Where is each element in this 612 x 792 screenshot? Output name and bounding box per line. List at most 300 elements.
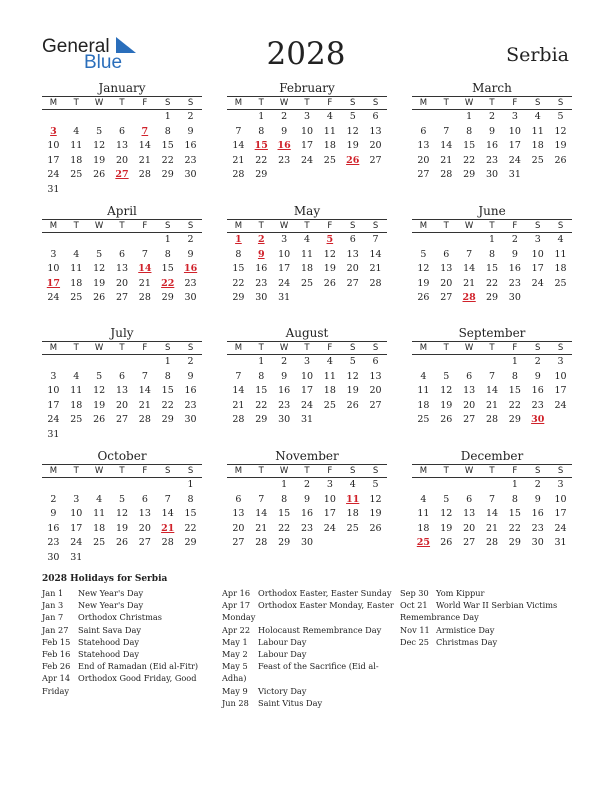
weekday-header: T: [258, 466, 264, 476]
day-cell: 18: [346, 508, 359, 520]
day-cell: 21: [138, 277, 151, 289]
holiday-name: World War II Serbian Victims Remembrance Day: [400, 600, 558, 623]
day-cell: 24: [47, 414, 60, 426]
holiday-date: Jan 7: [42, 612, 64, 623]
day-cell: 12: [417, 263, 430, 275]
empty-day-cell: [65, 233, 88, 248]
day-cell: 15: [184, 508, 197, 520]
day-cell: 1: [488, 234, 496, 245]
day-cell: 19: [115, 522, 129, 534]
empty-day-cell: [227, 478, 250, 493]
day-cell: 23: [255, 277, 268, 289]
weekday-header: F: [512, 343, 518, 353]
weekday-header-row: [412, 464, 572, 478]
holiday-name: New Year's Day: [78, 600, 144, 611]
holiday-item: [42, 660, 217, 672]
day-cell: 20: [463, 522, 476, 534]
weekday-header-row: [227, 464, 387, 478]
holiday-date: Nov 11: [400, 624, 430, 635]
day-cell: 24: [47, 292, 60, 304]
day-cell: 29: [508, 537, 521, 549]
day-cell: 5: [349, 356, 356, 367]
day-cell: 10: [323, 493, 336, 505]
day-cell: 18: [417, 522, 430, 534]
weekday-header: W: [464, 466, 474, 476]
day-cell: 19: [93, 399, 106, 411]
day-cell: 8: [164, 248, 171, 260]
day-cell: 11: [531, 125, 544, 137]
weekday-header: M: [234, 221, 243, 231]
weekday-header: S: [535, 98, 541, 108]
holiday-day-cell: 16: [277, 140, 291, 152]
holiday-column: [42, 587, 217, 697]
day-cell: 7: [488, 493, 496, 505]
weekday-header: F: [512, 98, 518, 108]
holiday-item: [42, 672, 217, 696]
day-cell: 17: [278, 263, 291, 275]
weekday-header: S: [165, 98, 171, 108]
holiday-item: [222, 697, 397, 709]
empty-day-cell: [435, 110, 458, 125]
weekday-header: S: [350, 98, 356, 108]
day-cell: 22: [255, 399, 268, 411]
day-cell: 27: [115, 414, 129, 426]
weekday-header: M: [234, 466, 243, 476]
day-cell: 9: [281, 125, 288, 137]
weekday-header-row: [227, 341, 387, 355]
month-name: December: [460, 449, 524, 463]
day-cell: 20: [232, 522, 245, 534]
weekday-header: S: [187, 466, 194, 476]
empty-day-cell: [412, 110, 435, 125]
weekday-header-row: [42, 464, 202, 478]
holiday-day-cell: 7: [141, 125, 149, 137]
day-cell: 5: [557, 111, 564, 122]
weekday-header: S: [187, 343, 194, 353]
day-cell: 10: [554, 370, 567, 382]
day-cell: 3: [281, 234, 288, 245]
day-cell: 5: [443, 370, 450, 382]
day-cell: 28: [255, 537, 268, 549]
holiday-date: Apr 16: [222, 588, 251, 598]
weekday-header: T: [489, 343, 495, 353]
month-september: [412, 325, 572, 428]
day-cell: 2: [303, 479, 311, 490]
day-cell: 4: [303, 234, 311, 245]
holiday-date: May 9: [222, 685, 248, 696]
day-cell: 11: [417, 385, 430, 397]
day-cell: 4: [73, 248, 80, 260]
day-cell: 21: [255, 522, 268, 534]
day-cell: 18: [531, 140, 544, 152]
weekday-header: W: [464, 221, 474, 231]
day-cell: 17: [531, 263, 544, 275]
weekday-header: S: [350, 466, 356, 476]
day-cell: 29: [463, 169, 476, 181]
day-cell: 6: [372, 111, 379, 122]
day-cell: 15: [278, 508, 291, 520]
day-cell: 16: [300, 508, 314, 520]
weekday-header: M: [49, 343, 58, 353]
day-cell: 7: [164, 493, 171, 505]
day-cell: 28: [485, 414, 499, 426]
weekday-header: T: [443, 343, 449, 353]
day-cell: 2: [511, 234, 518, 245]
holiday-day-cell: 1: [235, 234, 242, 245]
empty-day-cell: [458, 355, 481, 370]
day-cell: 3: [534, 234, 541, 245]
month-may: [227, 203, 387, 306]
weekday-header: T: [73, 343, 79, 353]
day-cell: 12: [346, 370, 359, 382]
day-cell: 21: [440, 154, 453, 166]
day-cell: 30: [184, 169, 197, 181]
day-cell: 2: [50, 493, 57, 505]
logo-blue-text: Blue: [84, 52, 123, 73]
day-cell: 19: [93, 277, 106, 289]
weekday-header: M: [419, 221, 428, 231]
day-cell: 6: [349, 234, 356, 245]
weekday-header: F: [327, 221, 333, 231]
empty-day-cell: [111, 110, 134, 125]
day-cell: 22: [232, 277, 245, 289]
day-cell: 21: [369, 263, 382, 275]
weekday-header: F: [142, 343, 148, 353]
day-cell: 3: [326, 479, 333, 490]
day-cell: 5: [372, 479, 379, 490]
day-cell: 17: [554, 385, 567, 397]
day-cell: 18: [70, 399, 83, 411]
day-cell: 3: [303, 111, 311, 122]
empty-day-cell: [88, 478, 111, 493]
empty-day-cell: [227, 355, 250, 370]
day-cell: 12: [369, 493, 382, 505]
weekday-header: S: [372, 221, 379, 231]
day-cell: 28: [138, 169, 151, 181]
holiday-name: Saint Sava Day: [78, 624, 141, 635]
day-cell: 21: [232, 154, 245, 166]
day-cell: 16: [255, 263, 268, 275]
day-cell: 29: [508, 414, 521, 426]
holiday-day-cell: 26: [346, 154, 360, 166]
weekday-header: T: [304, 343, 310, 353]
weekday-header: S: [372, 466, 379, 476]
day-cell: 9: [50, 508, 57, 520]
weekday-header: S: [557, 221, 564, 231]
day-cell: 22: [184, 522, 197, 534]
holiday-item: [222, 624, 397, 636]
day-cell: 16: [485, 140, 499, 152]
day-cell: 21: [485, 522, 499, 534]
weekday-header: T: [119, 221, 125, 231]
day-cell: 1: [466, 111, 473, 122]
day-cell: 28: [485, 537, 499, 549]
day-cell: 25: [70, 414, 83, 426]
day-cell: 27: [232, 537, 245, 549]
day-cell: 29: [232, 292, 245, 304]
day-cell: 2: [187, 356, 194, 367]
day-cell: 22: [161, 399, 174, 411]
weekday-header-row: [412, 341, 572, 355]
day-cell: 18: [93, 522, 106, 534]
day-cell: 20: [440, 277, 453, 289]
day-cell: 13: [440, 263, 453, 275]
day-cell: 18: [417, 399, 430, 411]
day-cell: 17: [554, 508, 567, 520]
month-october: [42, 448, 202, 566]
weekday-header: W: [464, 98, 474, 108]
day-cell: 15: [161, 385, 174, 397]
page-title-year: 2028: [266, 36, 346, 72]
weekday-header: T: [119, 466, 125, 476]
day-cell: 13: [232, 508, 245, 520]
day-cell: 19: [554, 140, 567, 152]
day-cell: 31: [300, 414, 314, 426]
holiday-name: Statehood Day: [78, 636, 139, 647]
day-cell: 6: [118, 125, 126, 137]
month-name: April: [107, 204, 137, 218]
empty-day-cell: [481, 355, 504, 370]
weekday-header: T: [443, 466, 449, 476]
day-cell: 28: [138, 292, 151, 304]
holiday-item: [222, 685, 397, 697]
day-cell: 13: [138, 508, 151, 520]
day-cell: 10: [300, 125, 314, 137]
day-cell: 10: [531, 248, 544, 260]
holiday-name: Feast of the Sacrifice (Eid al-Adha): [222, 661, 379, 684]
weekday-header: T: [304, 221, 310, 231]
day-cell: 26: [115, 537, 129, 549]
day-cell: 5: [96, 248, 103, 260]
day-cell: 19: [440, 399, 453, 411]
empty-day-cell: [111, 355, 134, 370]
holiday-day-cell: 22: [161, 277, 175, 289]
empty-day-cell: [458, 233, 481, 248]
day-cell: 20: [115, 154, 129, 166]
day-cell: 30: [255, 292, 268, 304]
day-cell: 5: [96, 125, 103, 137]
day-grid: [227, 110, 387, 183]
weekday-header: M: [419, 343, 428, 353]
day-cell: 14: [369, 248, 382, 260]
day-cell: 9: [534, 370, 541, 382]
empty-day-cell: [111, 478, 134, 493]
weekday-header: T: [258, 221, 264, 231]
day-cell: 7: [235, 370, 242, 382]
weekday-header: F: [142, 98, 148, 108]
day-cell: 18: [554, 263, 567, 275]
holiday-day-cell: 30: [531, 414, 545, 426]
day-cell: 7: [258, 493, 265, 505]
empty-day-cell: [435, 355, 458, 370]
empty-day-cell: [88, 110, 111, 125]
holiday-item: [400, 624, 575, 636]
empty-day-cell: [412, 355, 435, 370]
month-december: [412, 448, 572, 551]
day-cell: 29: [161, 414, 174, 426]
weekday-header-row: [227, 96, 387, 110]
day-cell: 6: [141, 493, 148, 505]
day-cell: 15: [508, 508, 521, 520]
day-cell: 5: [420, 248, 427, 260]
holiday-name: Orthodox Good Friday, Good Friday: [42, 673, 197, 696]
empty-day-cell: [227, 110, 250, 125]
day-cell: 4: [73, 370, 80, 382]
day-cell: 14: [138, 140, 151, 152]
day-cell: 5: [349, 111, 356, 122]
day-cell: 31: [554, 537, 567, 549]
day-cell: 8: [187, 493, 194, 505]
day-cell: 26: [369, 522, 382, 534]
day-cell: 20: [369, 140, 382, 152]
day-cell: 23: [278, 399, 291, 411]
day-cell: 14: [255, 508, 268, 520]
weekday-header: S: [557, 343, 564, 353]
weekday-header-row: [42, 96, 202, 110]
weekday-header: F: [512, 466, 518, 476]
day-cell: 13: [115, 385, 129, 397]
day-cell: 10: [47, 263, 60, 275]
weekday-header: S: [535, 466, 541, 476]
holiday-name: Holocaust Remembrance Day: [258, 624, 382, 635]
day-cell: 4: [326, 111, 333, 122]
day-cell: 22: [278, 522, 291, 534]
empty-day-cell: [435, 233, 458, 248]
day-cell: 28: [138, 414, 151, 426]
day-grid: [412, 478, 572, 551]
day-cell: 1: [258, 111, 265, 122]
day-cell: 28: [232, 169, 245, 181]
day-cell: 3: [511, 111, 518, 122]
day-cell: 25: [346, 522, 359, 534]
holiday-name: End of Ramadan (Eid al-Fitr): [78, 661, 199, 672]
day-cell: 12: [554, 125, 567, 137]
day-cell: 20: [138, 522, 151, 534]
day-cell: 21: [232, 399, 245, 411]
holiday-item: [222, 599, 397, 623]
day-cell: 13: [115, 140, 129, 152]
holiday-day-cell: 2: [257, 234, 265, 245]
day-cell: 11: [70, 140, 83, 152]
holiday-date: Feb 26: [42, 661, 71, 672]
holiday-name: Orthodox Easter Monday, Easter Monday: [222, 600, 394, 623]
month-name: February: [279, 81, 335, 95]
day-cell: 29: [161, 292, 174, 304]
month-august: [227, 325, 387, 428]
holiday-item: [42, 624, 217, 636]
holiday-date: May 5: [222, 661, 248, 672]
day-cell: 10: [47, 385, 60, 397]
day-cell: 21: [138, 399, 151, 411]
day-cell: 12: [440, 385, 453, 397]
month-name: July: [110, 326, 134, 340]
day-cell: 9: [511, 248, 518, 260]
day-cell: 23: [47, 537, 60, 549]
weekday-header: S: [557, 466, 564, 476]
day-cell: 11: [323, 370, 336, 382]
day-cell: 9: [187, 370, 194, 382]
day-cell: 27: [440, 292, 453, 304]
day-cell: 1: [164, 234, 171, 245]
day-cell: 12: [93, 263, 106, 275]
day-cell: 6: [372, 356, 379, 367]
day-cell: 28: [232, 414, 245, 426]
day-cell: 4: [420, 493, 427, 505]
day-cell: 14: [440, 140, 453, 152]
day-cell: 27: [463, 414, 476, 426]
day-cell: 15: [161, 140, 174, 152]
month-name: May: [293, 204, 321, 218]
day-cell: 25: [300, 277, 314, 289]
day-cell: 31: [70, 551, 83, 563]
holiday-item: [42, 648, 217, 660]
day-cell: 13: [463, 508, 476, 520]
weekday-header: W: [279, 343, 289, 353]
day-cell: 27: [369, 154, 382, 166]
holiday-date: Apr 14: [42, 673, 71, 684]
day-cell: 6: [118, 370, 126, 382]
day-cell: 29: [278, 537, 291, 549]
day-cell: 14: [485, 385, 499, 397]
day-cell: 19: [346, 140, 359, 152]
holiday-column: [400, 587, 575, 648]
day-cell: 29: [161, 169, 174, 181]
day-cell: 22: [485, 277, 499, 289]
day-cell: 14: [138, 385, 151, 397]
holiday-item: [42, 587, 217, 599]
day-grid: [227, 233, 387, 306]
month-january: [42, 80, 202, 198]
day-cell: 8: [511, 493, 518, 505]
day-cell: 23: [300, 522, 314, 534]
day-cell: 25: [417, 414, 430, 426]
day-cell: 23: [184, 154, 197, 166]
day-cell: 4: [73, 125, 80, 137]
day-cell: 3: [557, 356, 564, 367]
day-cell: 5: [118, 493, 126, 505]
weekday-header: S: [372, 98, 379, 108]
holiday-day-cell: 16: [183, 263, 198, 275]
day-cell: 2: [281, 356, 288, 367]
day-cell: 8: [164, 125, 171, 137]
day-cell: 9: [534, 493, 541, 505]
day-cell: 15: [463, 140, 476, 152]
day-cell: 24: [278, 277, 291, 289]
day-cell: 2: [281, 111, 288, 122]
day-cell: 16: [531, 385, 544, 397]
day-cell: 31: [47, 428, 60, 440]
weekday-header: M: [419, 98, 428, 108]
day-cell: 5: [96, 370, 103, 382]
day-cell: 18: [323, 385, 336, 397]
weekday-header: W: [279, 221, 289, 231]
day-cell: 8: [466, 125, 473, 137]
holiday-name: Victory Day: [258, 685, 307, 696]
day-cell: 18: [323, 140, 336, 152]
weekday-header-row: [412, 96, 572, 110]
holiday-date: Dec 25: [400, 636, 430, 647]
month-april: [42, 203, 202, 306]
day-cell: 4: [96, 493, 103, 505]
month-name: October: [97, 449, 147, 463]
day-cell: 21: [485, 399, 499, 411]
day-cell: 29: [255, 414, 268, 426]
day-cell: 14: [485, 508, 499, 520]
day-cell: 28: [161, 537, 174, 549]
weekday-header: W: [279, 466, 289, 476]
weekday-header: M: [234, 343, 243, 353]
weekday-header: W: [279, 98, 289, 108]
